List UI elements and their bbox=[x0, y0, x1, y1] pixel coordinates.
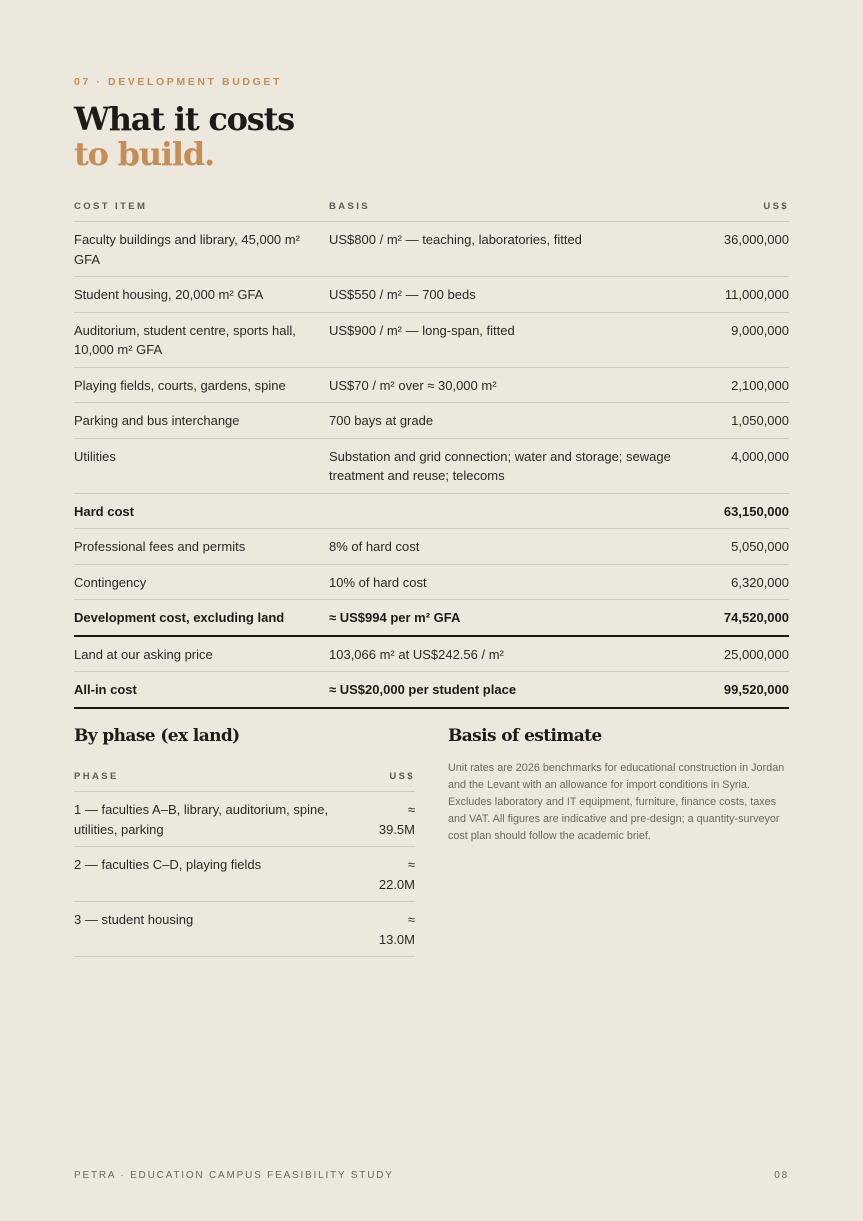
phase-value: 13.0M bbox=[378, 931, 415, 947]
cost-item: Contingency bbox=[74, 564, 329, 600]
table-row bbox=[74, 792, 415, 847]
cost-basis: US$550 / m² — 700 beds bbox=[329, 277, 719, 313]
section-label: 07 · DEVELOPMENT BUDGET bbox=[74, 76, 282, 88]
title-line-1: What it costs bbox=[74, 100, 294, 138]
phase-amount bbox=[364, 902, 415, 957]
phase-value: 39.5M bbox=[378, 821, 415, 837]
phase-table bbox=[74, 766, 415, 957]
table-row bbox=[74, 529, 789, 565]
cost-basis: ≈ US$20,000 per student place bbox=[329, 672, 719, 708]
phase-heading: By phase (ex land) bbox=[74, 726, 240, 746]
cost-item: Student housing, 20,000 m² GFA bbox=[74, 277, 329, 313]
header-basis: BASIS bbox=[329, 196, 719, 222]
page-footer bbox=[74, 1170, 789, 1181]
phase-table-header bbox=[74, 766, 415, 792]
header-usd: US$ bbox=[364, 766, 415, 792]
cost-item: Utilities bbox=[74, 438, 329, 493]
header-cost-item: COST ITEM bbox=[74, 196, 329, 222]
subtotal-row bbox=[74, 600, 789, 636]
table-row bbox=[74, 902, 415, 957]
cost-amount: 6,320,000 bbox=[719, 564, 789, 600]
cost-basis: US$900 / m² — long-span, fitted bbox=[329, 312, 719, 367]
cost-amount: 1,050,000 bbox=[719, 403, 789, 439]
cost-item: Hard cost bbox=[74, 493, 329, 529]
cost-basis: 10% of hard cost bbox=[329, 564, 719, 600]
phase-value: 22.0M bbox=[378, 876, 415, 892]
table-row bbox=[74, 636, 789, 672]
table-row bbox=[74, 403, 789, 439]
cost-item: Land at our asking price bbox=[74, 636, 329, 672]
total-row bbox=[74, 672, 789, 708]
cost-item: Auditorium, student centre, sports hall, 10,000 m² GFA bbox=[74, 312, 329, 367]
cost-amount: 36,000,000 bbox=[719, 222, 789, 277]
phase-name: 2 — faculties C–D, playing fields bbox=[74, 847, 364, 902]
header-phase: PHASE bbox=[74, 766, 364, 792]
cost-item: All-in cost bbox=[74, 672, 329, 708]
page-number: 08 bbox=[774, 1170, 789, 1181]
cost-amount: 63,150,000 bbox=[719, 493, 789, 529]
cost-amount: 99,520,000 bbox=[719, 672, 789, 708]
table-row bbox=[74, 277, 789, 313]
cost-amount: 5,050,000 bbox=[719, 529, 789, 565]
cost-amount: 74,520,000 bbox=[719, 600, 789, 636]
cost-basis: US$800 / m² — teaching, laboratories, fitted bbox=[329, 222, 719, 277]
table-row bbox=[74, 367, 789, 403]
approx-symbol: ≈ bbox=[407, 912, 415, 927]
cost-amount: 2,100,000 bbox=[719, 367, 789, 403]
cost-table bbox=[74, 196, 789, 709]
basis-paragraph: Unit rates are 2026 benchmarks for educational construction in Jordan and the Levant with an allowance for import conditions in Syria. Excludes laboratory and IT equipment, furniture, finance costs, taxes and VAT. All figures are indicative and pre-design; a quantity-surveyor cost plan should follow the academic brief. bbox=[448, 762, 785, 842]
cost-amount: 25,000,000 bbox=[719, 636, 789, 672]
phase-amount bbox=[364, 792, 415, 847]
cost-item: Faculty buildings and library, 45,000 m² GFA bbox=[74, 222, 329, 277]
cost-item: Development cost, excluding land bbox=[74, 600, 329, 636]
cost-basis: US$70 / m² over ≈ 30,000 m² bbox=[329, 367, 719, 403]
cost-amount: 4,000,000 bbox=[719, 438, 789, 493]
table-row bbox=[74, 564, 789, 600]
cost-basis: 8% of hard cost bbox=[329, 529, 719, 565]
cost-item: Professional fees and permits bbox=[74, 529, 329, 565]
phase-amount bbox=[364, 847, 415, 902]
title-line-2: to build. bbox=[74, 135, 214, 173]
cost-table-header bbox=[74, 196, 789, 222]
approx-symbol: ≈ bbox=[407, 857, 415, 872]
basis-heading: Basis of estimate bbox=[448, 726, 602, 746]
cost-basis: 700 bays at grade bbox=[329, 403, 719, 439]
table-row bbox=[74, 438, 789, 493]
cost-item: Parking and bus interchange bbox=[74, 403, 329, 439]
table-row bbox=[74, 847, 415, 902]
table-row bbox=[74, 312, 789, 367]
cost-amount: 11,000,000 bbox=[719, 277, 789, 313]
cost-basis: ≈ US$994 per m² GFA bbox=[329, 600, 719, 636]
approx-symbol: ≈ bbox=[407, 802, 415, 817]
page-title bbox=[74, 102, 294, 172]
cost-item: Playing fields, courts, gardens, spine bbox=[74, 367, 329, 403]
subtotal-row bbox=[74, 493, 789, 529]
cost-amount: 9,000,000 bbox=[719, 312, 789, 367]
cost-basis: Substation and grid connection; water and storage; sewage treatment and reuse; telecoms bbox=[329, 438, 719, 493]
footer-title: PETRA · EDUCATION CAMPUS FEASIBILITY STUDY bbox=[74, 1170, 394, 1181]
cost-basis bbox=[329, 493, 719, 529]
phase-name: 3 — student housing bbox=[74, 902, 364, 957]
table-row bbox=[74, 222, 789, 277]
cost-basis: 103,066 m² at US$242.56 / m² bbox=[329, 636, 719, 672]
phase-name: 1 — faculties A–B, library, auditorium, spine, utilities, parking bbox=[74, 792, 364, 847]
header-usd: US$ bbox=[719, 196, 789, 222]
